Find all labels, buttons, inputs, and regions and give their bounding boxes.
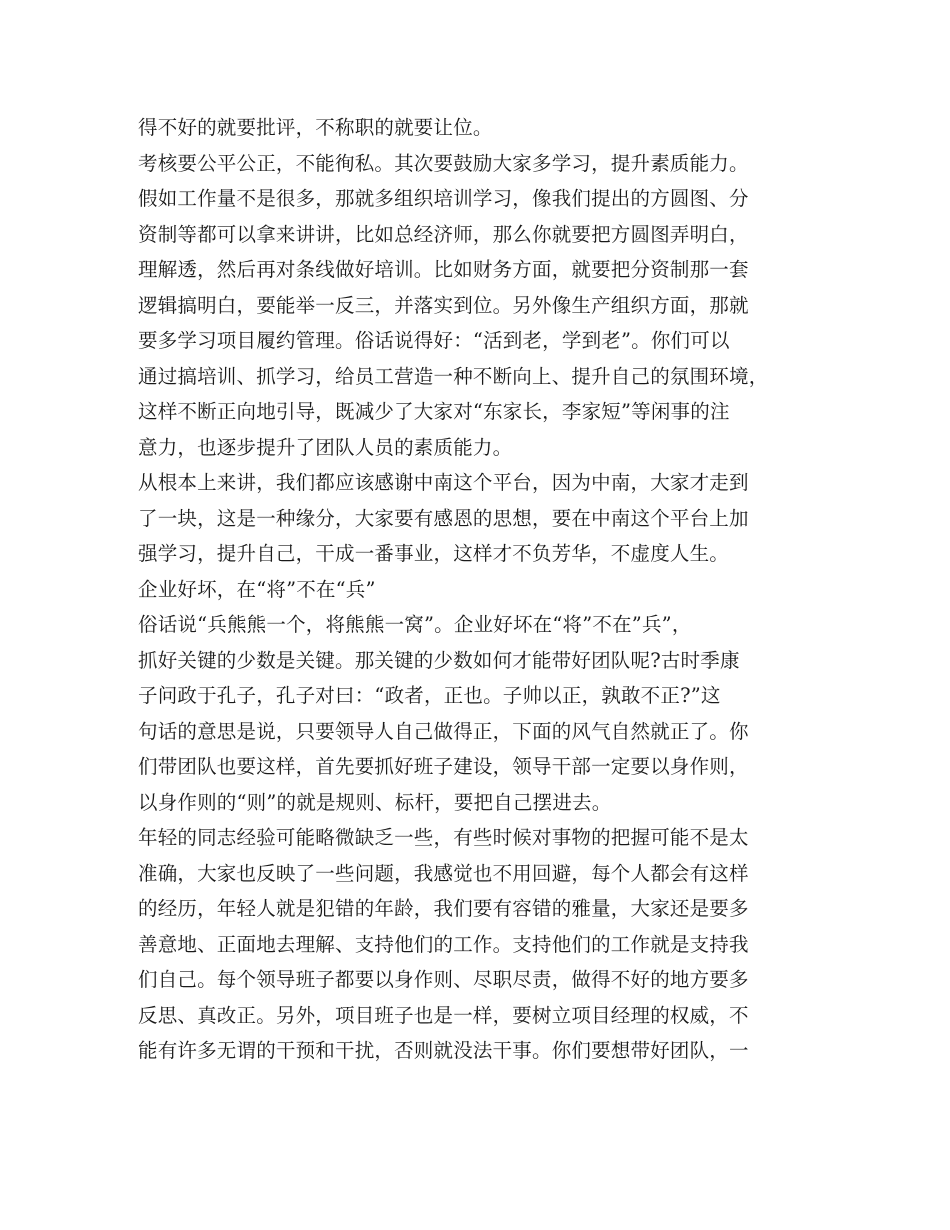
text-line: 要多学习项目履约管理。俗话说得好：“活到老，学到老”。你们可以 [138,329,730,352]
text-line: 假如工作量不是很多，那就多组织培训学习，像我们提出的方圆图、分 [138,187,749,210]
text-line: 年轻的同志经验可能略微缺乏一些，有些时候对事物的把握可能不是太 [138,826,749,849]
text-line: 这样不断正向地引导，既减少了大家对“东家长，李家短”等闲事的注 [138,400,730,423]
text-line: 意力，也逐步提升了团队人员的素质能力。 [138,435,513,459]
text-line: 子问政于孔子，孔子对曰：“政者，正也。子帅以正，孰敢不正?”这 [138,684,721,707]
text-line: 俗话说“兵熊熊一个，将熊熊一窝”。企业好坏在“将”不在”兵”， [138,613,692,636]
text-line: 句话的意思是说，只要领导人自己做得正，下面的风气自然就正了。你 [138,719,749,743]
text-line: 抓好关键的少数是关键。那关键的少数如何才能带好团队呢?古时季康 [138,648,740,672]
text-line: 准确，大家也反映了一些问题，我感觉也不用回避，每个人都会有这样 [138,861,749,885]
text-line: 反思、真改正。另外，项目班子也是一样，要树立项目经理的权威，不 [138,1003,749,1027]
text-line: 通过搞培训、抓学习，给员工营造一种不断向上、提升自己的氛围环境， [138,364,769,388]
text-line: 得不好的就要批评，不称职的就要让位。 [138,116,493,139]
text-line: 考核要公平公正，不能徇私。其次要鼓励大家多学习，提升素质能力。 [138,151,749,175]
document-body [138,110,828,1069]
text-line: 们自己。每个领导班子都要以身作则、尽职尽责，做得不好的地方要多 [138,968,749,991]
text-line: 资制等都可以拿来讲讲，比如总经济师，那么你就要把方圆图弄明白， [138,222,749,246]
text-line: 们带团队也要这样，首先要抓好班子建设，领导干部一定要以身作则， [138,755,749,778]
text-line: 能有许多无谓的干预和干扰，否则就没法干事。你们要想带好团队，一 [138,1039,749,1062]
text-line: 的经历，年轻人就是犯错的年龄，我们要有容错的雅量，大家还是要多 [138,897,749,920]
text-line: 善意地、正面地去理解、支持他们的工作。支持他们的工作就是支持我 [138,932,749,956]
text-line: 逻辑搞明白，要能举一反三，并落实到位。另外像生产组织方面，那就 [138,293,749,317]
text-line: 强学习，提升自己，干成一番事业，这样才不负芳华，不虚度人生。 [138,542,730,565]
text-line: 理解透，然后再对条线做好培训。比如财务方面，就要把分资制那一套 [138,258,749,281]
section-heading: 企业好坏，在“将”不在“兵” [138,577,376,601]
text-line: 以身作则的“则”的就是规则、标杆，要把自己摆进去。 [138,790,612,814]
text-line: 从根本上来讲，我们都应该感谢中南这个平台，因为中南，大家才走到 [138,471,749,494]
text-line: 了一块，这是一种缘分，大家要有感恩的思想，要在中南这个平台上加 [138,506,749,530]
